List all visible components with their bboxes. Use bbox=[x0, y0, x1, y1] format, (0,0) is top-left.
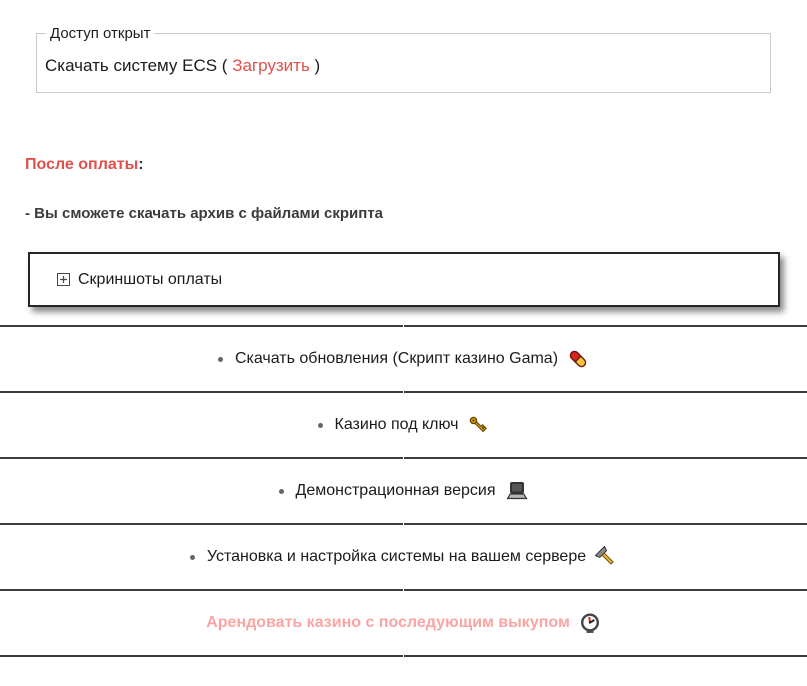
separator-line bbox=[0, 655, 807, 657]
bullet-dot bbox=[218, 357, 223, 362]
bullet-dot bbox=[279, 489, 284, 494]
menu-item[interactable] bbox=[0, 393, 807, 457]
spoiler-label: Скриншоты оплаты bbox=[78, 270, 223, 288]
download-system-text-suffix: ) bbox=[309, 56, 321, 75]
menu-item[interactable] bbox=[0, 327, 807, 391]
after-payment-heading bbox=[25, 156, 807, 174]
menu-item[interactable] bbox=[0, 459, 807, 523]
after-payment-heading-colon: : bbox=[138, 156, 144, 173]
menu-item-label: Арендовать казино с последующим выкупом bbox=[206, 614, 570, 631]
menu-item-label: Установка и настройка системы на вашем сервере bbox=[206, 548, 587, 565]
after-payment-heading-text: После оплаты bbox=[25, 156, 139, 173]
laptop-icon bbox=[505, 481, 529, 501]
services-menu bbox=[0, 325, 807, 657]
access-box-legend: Доступ открыт bbox=[50, 25, 151, 42]
download-system-line bbox=[45, 56, 762, 76]
menu-item[interactable] bbox=[0, 591, 807, 655]
access-open-box bbox=[36, 25, 771, 93]
menu-item-label: Скачать обновления (Скрипт казино Gama) bbox=[234, 350, 559, 367]
clock-icon bbox=[579, 612, 601, 634]
menu-item-label: Казино под ключ bbox=[334, 416, 459, 433]
download-link[interactable]: Загрузить bbox=[232, 56, 310, 75]
menu-item[interactable] bbox=[0, 525, 807, 589]
hammer-icon bbox=[595, 546, 617, 568]
after-payment-note: - Вы сможете скачать архив с файлами скрипта bbox=[25, 205, 384, 222]
download-system-text: Скачать систему ECS ( bbox=[45, 56, 233, 75]
key-icon bbox=[467, 414, 489, 436]
pill-icon bbox=[567, 348, 589, 370]
bullet-dot bbox=[190, 555, 195, 560]
menu-item-label: Демонстрационная версия bbox=[295, 482, 496, 499]
payment-screenshots-spoiler[interactable] bbox=[28, 252, 780, 307]
plus-square-icon bbox=[57, 273, 70, 286]
bullet-dot bbox=[318, 423, 323, 428]
